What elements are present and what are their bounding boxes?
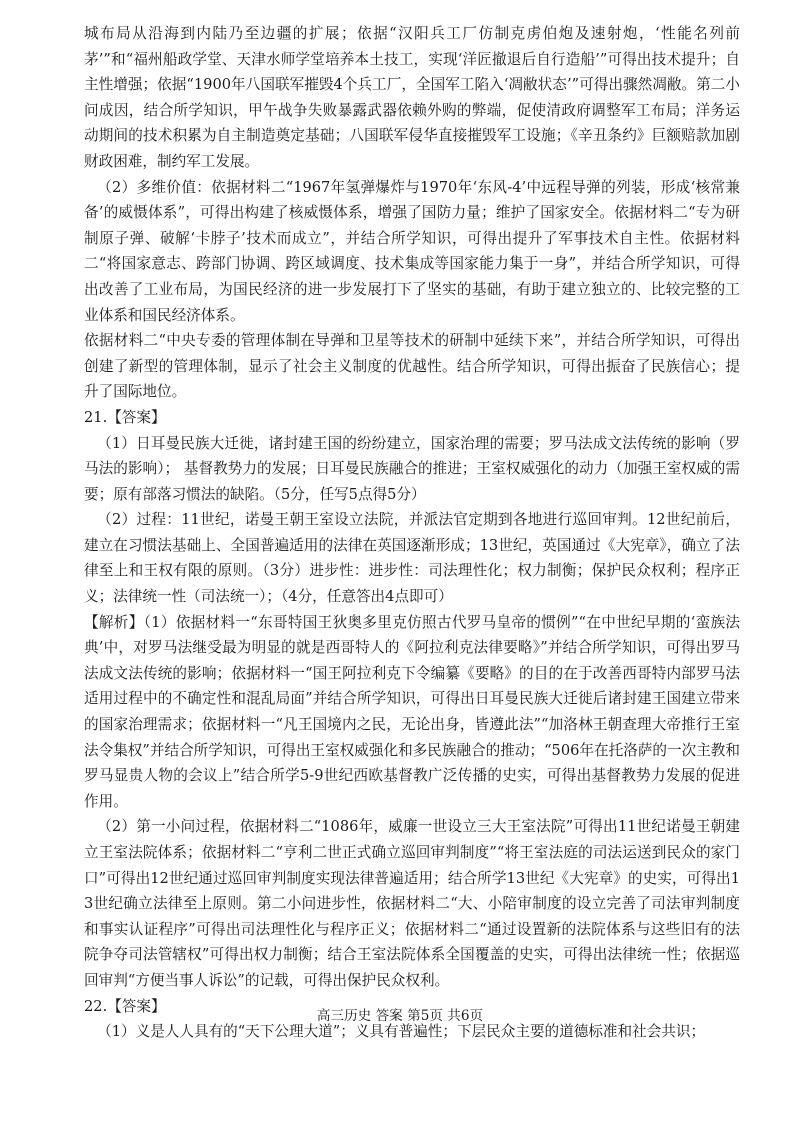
paragraph-q21-2-answer: （2）过程：11世纪，诺曼王朝王室设立法院，并派法官定期到各地进行巡回审判。12世纪前后，建立在习惯法基础上、全国普遍适用的法律在英国逐渐形成；13世纪，英国通过《大宪章》，确立了法律至上和王权有限的原则。（3分）进步性：进步性：司法理性化；权力制衡；保护民众权利；程序正义；法律统一性（司法统一）；（4分，任意答出4点即可） <box>84 511 740 606</box>
paragraph-q21-2-analysis: （2）第一小问过程，依据材料二“1086年，威廉一世设立三大王室法院”可得出11世纪诺曼王朝建立王室法院体系；依据材料二“亨利二世正式确立巡回审判制度”“将王室法庭的司法运送到民众的家门口”可得出12世纪通过巡回审判制度实现法律普遍适用；结合所学13世纪《大宪章》的史实，可得出13世纪确立法律至上原则。第二小问进步性，依据材料二“大、小陪审制度的设立完善了司法审判制度和事实认证程序”可得出司法理性化与程序正义；依据材料二“通过设置新的法院体系与这些旧有的法院争夺司法管辖权”可得出权力制衡；结合王室法院体系全国覆盖的史实，可得出法律统一性；依据巡回审判“方便当事人诉讼”的记载，可得出保护民众权利。 <box>84 818 740 989</box>
paragraph-q21-1-answer: （1）日耳曼民族大迁徙，诸封建王国的纷纷建立，国家治理的需要；罗马法成文法传统的影响（罗马法的影响）； 基督教势力的发展；日耳曼民族融合的推进；王室权威强化的动力（加强王室权威的需要；原有部落习惯法的缺陷。（5分，任写5点得5分） <box>84 434 740 503</box>
paragraph-q20-2-value: （2）多维价值：依据材料二“1967年氢弹爆炸与1970年‘东风-4’中远程导弹的列装，形成‘核常兼备’的威慑体系”，可得出构建了核威慑体系，增强了国防力量；维护了国家安全。依据材料二“专为研制原子弹、破解‘卡脖子’技术而成立”，并结合所学知识，可得出提升了军事技术自主性。依据材料二“将国家意志、跨部门协调、跨区域调度、技术集成等国家能力集于一身”，并结合所学知识，可得出改善了工业布局，为国民经济的进一步发展打下了坚实的基础，有助于建立独立的、比较完整的工业体系和国民经济体系。 <box>84 178 740 324</box>
paragraph-q20-1-analysis: 城布局从沿海到内陆乃至边疆的扩展；依据“汉阳兵工厂仿制克虏伯炮及速射炮，‘性能名列前茅’”和“福州船政学堂、天津水师学堂培养本土技工，实现‘洋匠撤退后自行造船’”可得出技术提升；自主性增强；依据“1900年八国联军摧毁4个兵工厂，全国军工陷入‘凋敝状态’”可得出骤然凋敝。第二小问成因，结合所学知识，甲午战争失败暴露武器依赖外购的弊端，促使清政府调整军工布局；洋务运动期间的技术积累为自主制造奠定基础；八国联军侵华直接摧毁军工设施；《辛丑条约》巨额赔款加剧财政困难，制约军工发展。 <box>84 25 740 170</box>
paragraph-q21-1-analysis: 【解析】（1）依据材料一“东哥特国王狄奥多里克仿照古代罗马皇帝的惯例”“在中世纪早期的‘蛮族法典’中，对罗马法继受最为明显的就是西哥特人的《阿拉利克法律要略》”并结合所学知识，可得出罗马法成文法传统的影响；依据材料一“国王阿拉利克下令编纂《要略》的目的在于改善西哥特内部罗马法适用过程中的不确定性和混乱局面”并结合所学知识，可得出日耳曼民族大迁徙后诸封建王国建立带来的国家治理需求；依据材料一“凡王国境内之民，无论出身，皆遵此法”“加洛林王朝查理大帝推行王室法令集权”并结合所学知识，可得出王室权威强化和多民族融合的推动；“506年在托洛萨的一次主教和罗马显贵人物的会议上”结合所学5-9世纪西欧基督教广泛传播的史实，可得出基督教势力发展的促进作用。 <box>84 613 740 810</box>
page-footer: 高三历史 答案 第5页 共6页 <box>316 1008 484 1024</box>
answer-heading-21: 21.【答案】 <box>84 408 166 426</box>
paragraph-q20-2-management: 依据材料二“中央专委的管理体制在导弹和卫星等技术的研制中延续下来”，并结合所学知识，可得出创建了新型的管理体制，显示了社会主义制度的优越性。结合所学知识，可得出振奋了民族信心；提升了国际地位。 <box>84 332 740 401</box>
document-body <box>84 21 740 1045</box>
paragraph-q22-1-answer: （1）义是人人具有的“天下公理大道”；义具有普遍性；下层民众主要的道德标准和社会共识； <box>97 1023 706 1041</box>
answer-heading-22: 22.【答案】 <box>84 997 166 1015</box>
